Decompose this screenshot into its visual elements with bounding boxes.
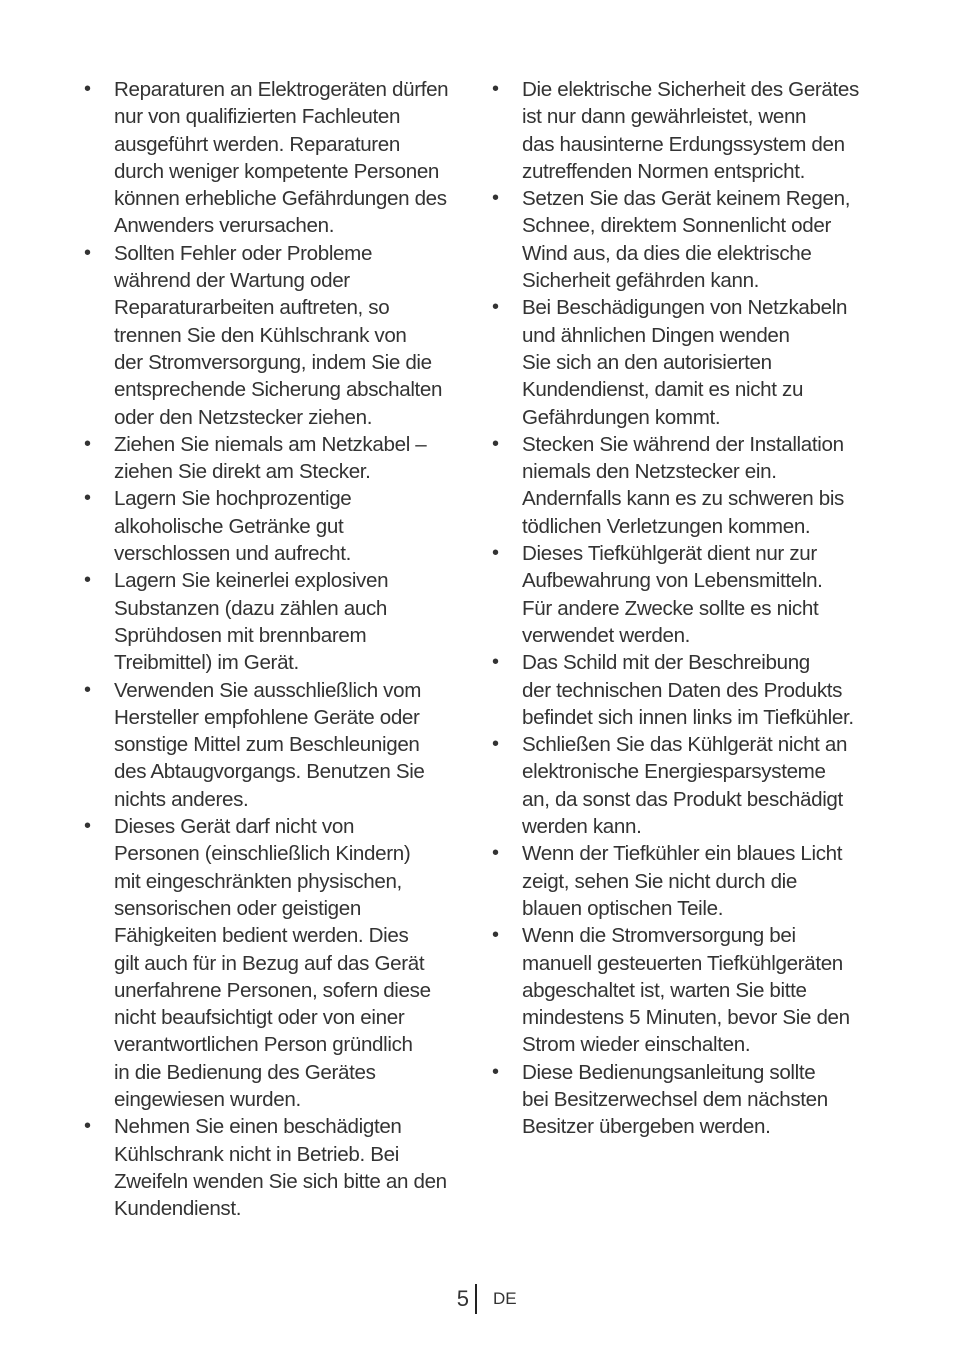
list-item xyxy=(84,431,476,486)
list-item-text: Lagern Sie hochprozentige alkoholische Getränke gut verschlossen und aufrecht. xyxy=(114,487,352,566)
bullet-icon: • xyxy=(84,678,91,701)
bullet-icon: • xyxy=(84,1115,91,1138)
list-item-text: Das Schild mit der Beschreibung der technischen Daten des Produkts befindet sich innen links im Tiefkühler. xyxy=(522,651,854,729)
list-item-text: Sollten Fehler oder Probleme während der Wartung oder Reparaturarbeiten auftreten, so trennen Sie den Kühlschrank von der Stromversorgung, indem Sie die entsprechende Sicherung abschalten oder den Netzstecker ziehen. xyxy=(114,241,443,429)
list-item-text: Bei Beschädigungen von Netzkabeln und ähnlichen Dingen wenden Sie sich an den autorisierten Kundendienst, damit es nicht zu Gefährdungen kommt. xyxy=(522,296,848,429)
list-item xyxy=(492,840,882,922)
bullet-icon: • xyxy=(492,187,499,210)
list-item-text: Nehmen Sie einen beschädigten Kühlschrank nicht in Betrieb. Bei Zweifeln wenden Sie sich bitte an den Kundendienst. xyxy=(114,1115,447,1221)
list-item-text: Diese Bedienungsanleitung sollte bei Besitzerwechsel dem nächsten Besitzer übergeben werden. xyxy=(522,1060,828,1139)
list-item-text: Setzen Sie das Gerät keinem Regen, Schnee, direktem Sonnenlicht oder Wind aus, da dies die elektrische Sicherheit gefährden kann. xyxy=(522,187,851,293)
list-item xyxy=(492,731,882,840)
list-item xyxy=(492,1059,882,1141)
page-footer xyxy=(0,1283,954,1315)
page-number: 5 xyxy=(456,1286,469,1311)
bullet-icon: • xyxy=(492,1060,499,1083)
list-item xyxy=(492,540,882,649)
list-item xyxy=(84,76,476,240)
bullet-icon: • xyxy=(492,842,499,865)
list-item-text: Wenn der Tiefkühler ein blaues Licht zeigt, sehen Sie nicht durch die blauen optischen Teile. xyxy=(522,842,843,920)
list-item xyxy=(84,567,476,676)
list-item-text: Dieses Tiefkühlgerät dient nur zur Aufbewahrung von Lebensmitteln. Für andere Zwecke sollte es nicht verwendet werden. xyxy=(522,542,823,647)
bullet-icon: • xyxy=(492,432,499,455)
list-item-text: Wenn die Stromversorgung bei manuell gesteuerten Tiefkühlgeräten abgeschaltet ist, warten Sie bitte mindestens 5 Minuten, bevor Sie den Strom wieder einschalten. xyxy=(522,924,850,1057)
left-column-safety-list xyxy=(84,76,476,1222)
list-item xyxy=(492,922,882,1058)
list-item xyxy=(84,677,476,813)
list-item xyxy=(492,76,882,185)
list-item xyxy=(492,185,882,294)
bullet-icon: • xyxy=(84,78,91,100)
list-item-text: Dieses Gerät darf nicht von Personen (einschließlich Kindern) mit eingeschränkten physischen, sensorischen oder geistigen Fähigkeiten bedient werden. Dies gilt auch für in Bezug auf das Gerät unerfahrene Personen, sofern diese nicht beaufsichtigt oder von einer verantwortlichen Person gründlich in die Bedienung des Gerätes eingewiesen wurden. xyxy=(114,815,431,1111)
list-item xyxy=(492,431,882,540)
list-item-text: Schließen Sie das Kühlgerät nicht an elektronische Energiesparsysteme an, da sonst das Produkt beschädigt werden kann. xyxy=(522,733,848,839)
list-item xyxy=(492,649,882,731)
footer-divider xyxy=(475,1284,477,1314)
bullet-icon: • xyxy=(84,569,91,592)
list-item xyxy=(84,485,476,567)
list-item-text: Verwenden Sie ausschließlich vom Hersteller empfohlene Geräte oder sonstige Mittel zum Beschleunigen des Abtaugvorgangs. Benutzen Sie nichts anderes. xyxy=(114,678,425,811)
list-item xyxy=(492,294,882,430)
right-column-safety-list xyxy=(492,76,882,1141)
bullet-icon: • xyxy=(84,432,91,455)
list-item-text: Ziehen Sie niemals am Netzkabel – ziehen Sie direkt am Stecker. xyxy=(114,432,427,484)
list-item xyxy=(84,813,476,1113)
bullet-icon: • xyxy=(492,542,499,565)
bullet-icon: • xyxy=(492,296,499,319)
list-item-text: Lagern Sie keinerlei explosiven Substanzen (dazu zählen auch Sprühdosen mit brennbarem Treibmittel) im Gerät. xyxy=(114,569,389,675)
list-item-text: Die elektrische Sicherheit des Gerätes ist nur dann gewährleistet, wenn das hausinterne Erdungssystem den zutreffenden Normen entspricht. xyxy=(522,78,859,183)
bullet-icon: • xyxy=(492,651,499,674)
list-item-text: Reparaturen an Elektrogeräten dürfen nur von qualifizierten Fachleuten ausgeführt werden. Reparaturen durch weniger kompetente Personen können erhebliche Gefährdungen des Anwenders verursachen. xyxy=(114,78,449,238)
list-item xyxy=(84,1113,476,1222)
bullet-icon: • xyxy=(492,78,499,100)
bullet-icon: • xyxy=(84,487,91,510)
bullet-icon: • xyxy=(84,241,91,264)
list-item-text: Stecken Sie während der Installation niemals den Netzstecker ein. Andernfalls kann es zu schweren bis tödlichen Verletzungen kommen. xyxy=(522,432,845,538)
bullet-icon: • xyxy=(492,924,499,947)
bullet-icon: • xyxy=(492,733,499,756)
bullet-icon: • xyxy=(84,815,91,838)
language-code: DE xyxy=(493,1289,517,1308)
list-item xyxy=(84,240,476,431)
